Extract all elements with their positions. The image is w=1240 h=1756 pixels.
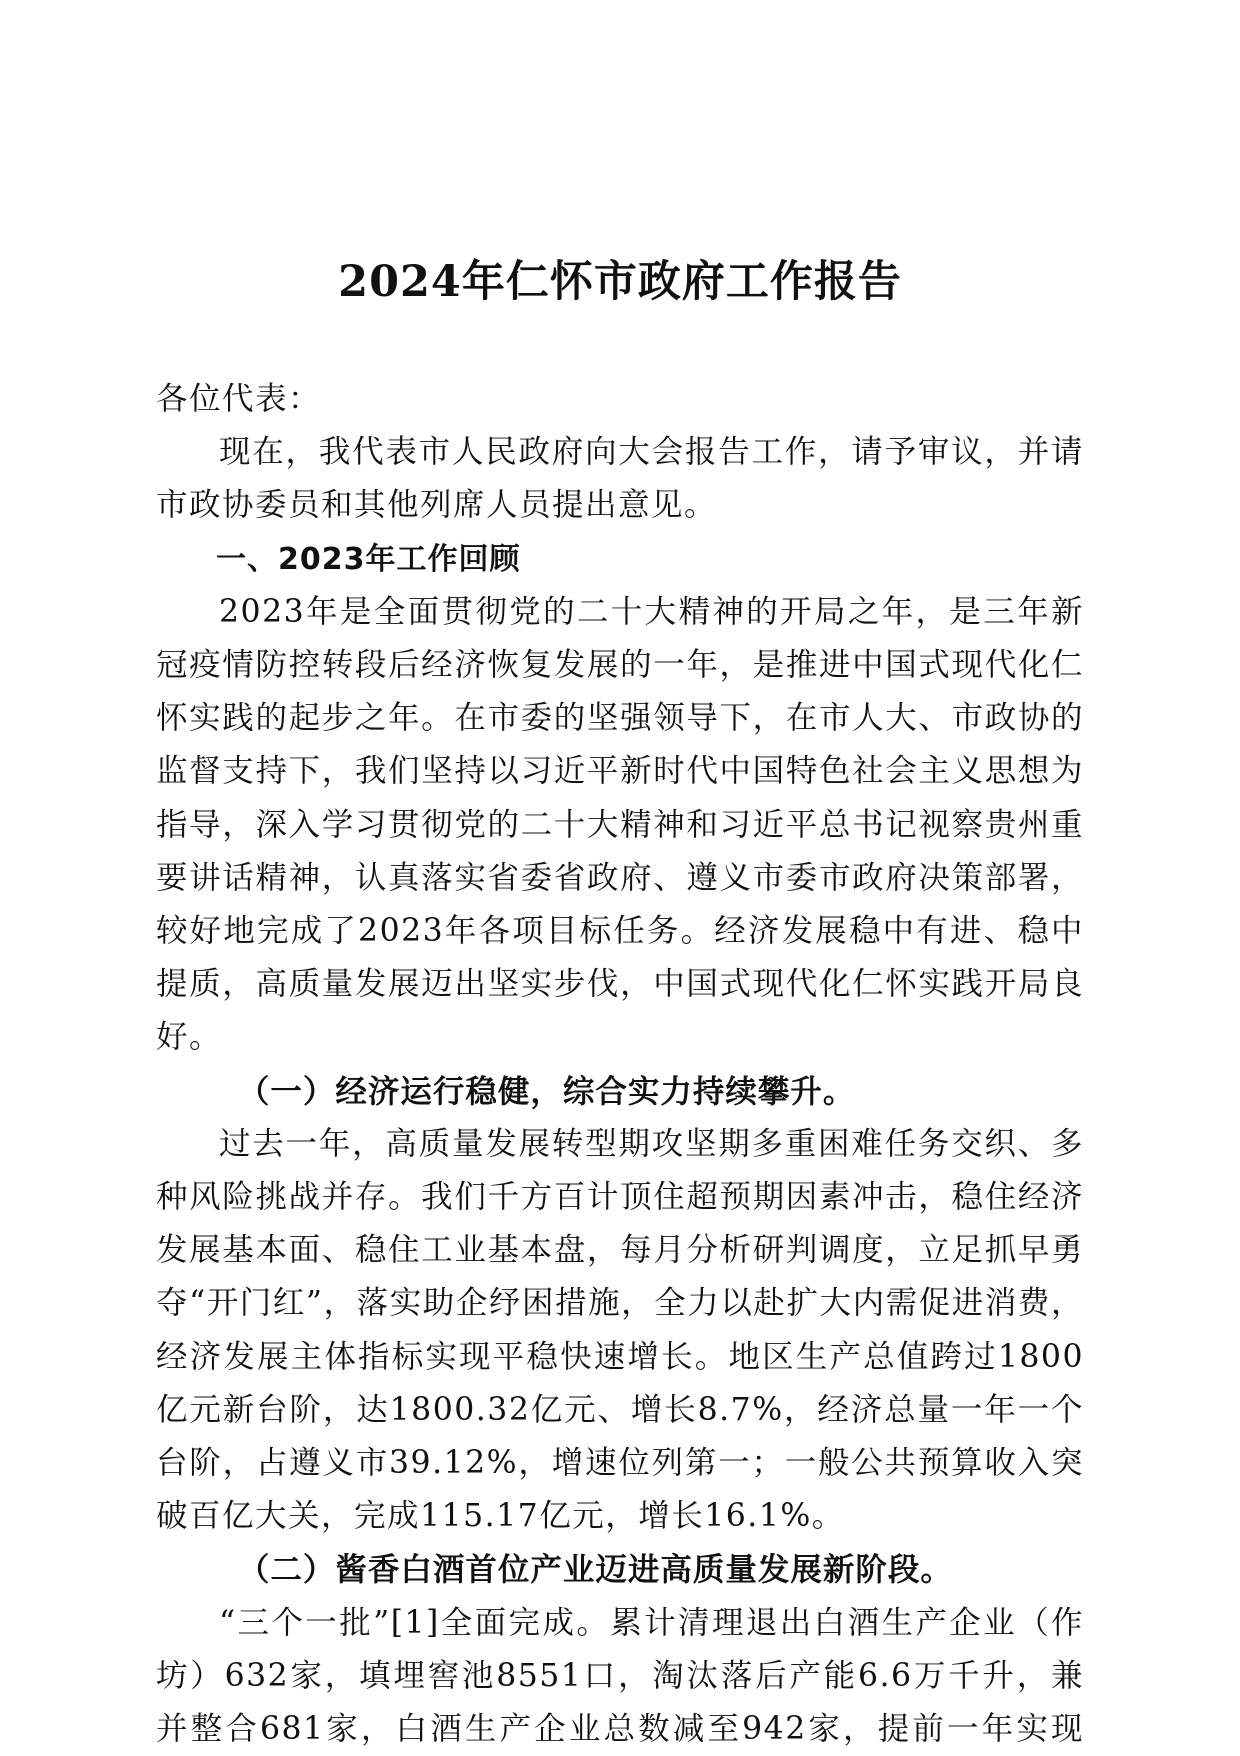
document-body xyxy=(156,373,1084,1756)
subsection-heading-liquor: （二）酱香白酒首位产业迈进高质量发展新阶段。 xyxy=(237,1551,953,1589)
paragraph-opening: 现在，我代表市人民政府向大会报告工作，请予审议，并请市政协委员和其他列席人员提出意见。 xyxy=(156,434,1084,524)
paragraph-economy: 过去一年，高质量发展转型期攻坚期多重困难任务交织、多种风险挑战并存。我们千方百计顶住超预期因素冲击，稳住经济发展基本面、稳住工业基本盘，每月分析研判调度，立足抓早勇夺“开门红”，落实助企纾困措施，全力以赴扩大内需促进消费，经济发展主体指标实现平稳快速增长。地区生产总值跨过1800亿元新台阶，达1800.32亿元、增长8.7%，经济总量一年一个台阶，占遵义市39.12%，增速位列第一；一般公共预算收入突破百亿大关，完成115.17亿元，增长16.1%。 xyxy=(156,1125,1084,1535)
paragraph-overview: 2023年是全面贯彻党的二十大精神的开局之年，是三年新冠疫情防控转段后经济恢复发展的一年，是推进中国式现代化仁怀实践的起步之年。在市委的坚强领导下，在市人大、市政协的监督支持下，我们坚持以习近平新时代中国特色社会主义思想为指导，深入学习贯彻党的二十大精神和习近平总书记视察贵州重要讲话精神，认真落实省委省政府、遵义市委市政府决策部署，较好地完成了2023年各项目标任务。经济发展稳中有进、稳中提质，高质量发展迈出坚实步伐，中国式现代化仁怀实践开局良好。 xyxy=(156,593,1084,1056)
subsection-heading-economy: （一）经济运行稳健，综合实力持续攀升。 xyxy=(237,1072,856,1110)
section-heading-review: 一、2023年工作回顾 xyxy=(216,541,521,577)
salutation: 各位代表： xyxy=(156,381,322,417)
paragraph-liquor: “三个一批”[1]全面完成。累计清理退出白酒生产企业（作坊）632家，填埋窖池8551口，淘汰落后产能6.6万千升，兼并整合681家，白酒生产企业总数减至942家，提前一年实现 xyxy=(156,1604,1084,1748)
document-title: 2024年仁怀市政府工作报告 xyxy=(338,257,902,307)
